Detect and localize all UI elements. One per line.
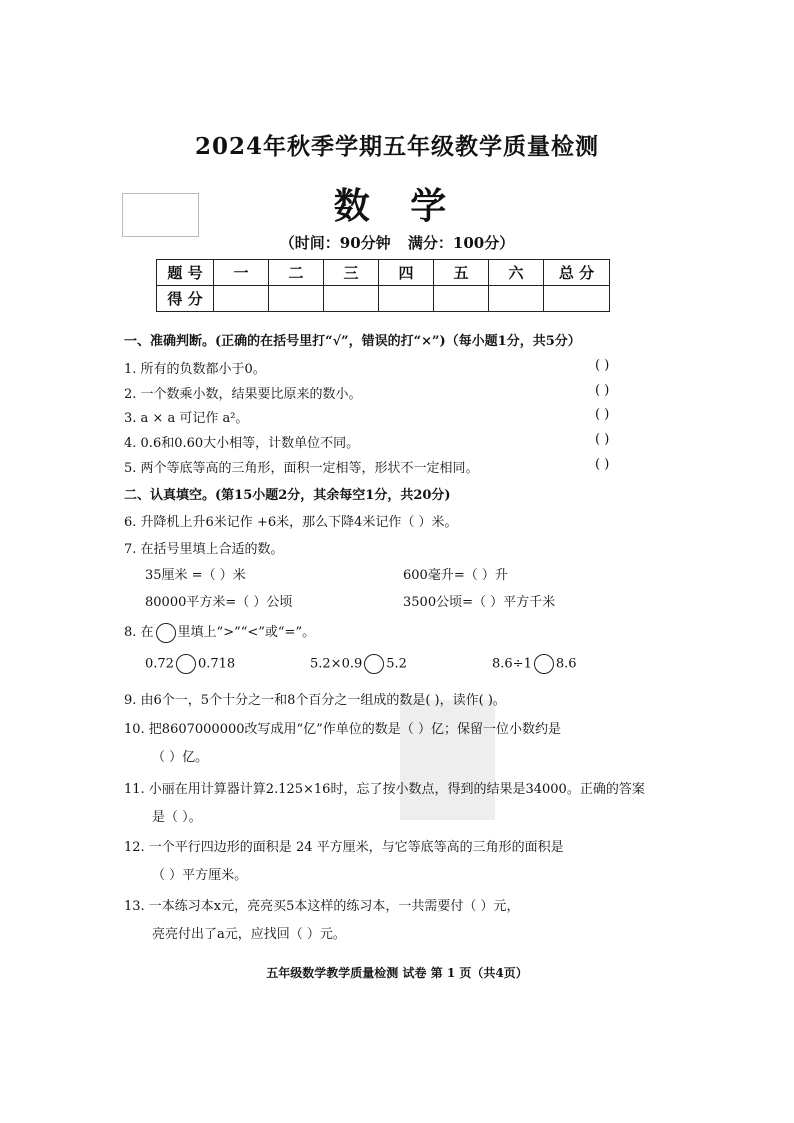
compare-b: [310, 654, 407, 674]
score-row-label: 得 分: [157, 286, 214, 312]
compare-circle-b[interactable]: [364, 654, 384, 674]
score-cell: 六: [489, 260, 544, 286]
compare-a-right: 0.718: [197, 656, 236, 672]
answer-paren-5[interactable]: ( ): [595, 457, 610, 472]
judge-item-4: 4. 0.6和0.60大小相等，计数单位不同。: [124, 436, 360, 451]
compare-b-left: 5.2×0.9: [310, 656, 363, 672]
compare-circle-a[interactable]: [176, 654, 196, 674]
exam-title: 2024年秋季学期五年级教学质量检测: [194, 133, 599, 160]
score-cell: 四: [379, 260, 434, 286]
question-7: 7. 在括号里填上合适的数。: [124, 542, 284, 557]
score-input-cell[interactable]: [489, 286, 544, 312]
score-cell: 题 号: [157, 260, 214, 286]
question-10-line2: （ ）亿。: [152, 750, 209, 765]
question-12-line1: 12. 一个平行四边形的面积是 24 平方厘米，与它等底等高的三角形的面积是: [124, 840, 564, 855]
score-input-cell[interactable]: [324, 286, 379, 312]
score-cell: 一: [214, 260, 269, 286]
score-cell: 五: [434, 260, 489, 286]
score-cell: 三: [324, 260, 379, 286]
answer-paren-1[interactable]: ( ): [595, 358, 610, 373]
score-table-score-row: [157, 286, 610, 312]
score-input-cell[interactable]: [379, 286, 434, 312]
question-7a: 35厘米 =（ ）米: [145, 568, 246, 583]
question-11-line2: 是（ ）。: [152, 810, 202, 825]
circle-icon: [156, 623, 176, 643]
question-7d: 3500公顷=（ ）平方千米: [403, 595, 556, 610]
time-label: （时间：90分钟: [279, 234, 391, 252]
judge-item-3: 3. a × a 可记作 a²。: [124, 411, 249, 426]
score-cell: 二: [269, 260, 324, 286]
question-7b: 600毫升=（ ）升: [403, 568, 508, 583]
question-11-line1: 11. 小丽在用计算器计算2.125×16时，忘了按小数点，得到的结果是34000。正确的答案: [124, 782, 645, 797]
question-10-line1: 10. 把8607000000改写成用“亿”作单位的数是（ ）亿；保留一位小数约是: [124, 722, 561, 737]
question-6: 6. 升降机上升6米记作 +6米，那么下降4米记作（ ）米。: [124, 515, 458, 530]
judge-item-2: 2. 一个数乘小数，结果要比原来的数小。: [124, 387, 362, 402]
answer-paren-2[interactable]: ( ): [595, 383, 610, 398]
compare-b-right: 5.2: [386, 656, 407, 672]
question-9: 9. 由6个一，5个十分之一和8个百分之一组成的数是( )，读作( )。: [124, 693, 506, 708]
question-12-line2: （ ）平方厘米。: [152, 868, 248, 883]
section2-heading: 二、认真填空。(第15小题2分，其余每空1分，共20分): [124, 488, 451, 503]
compare-a-left: 0.72: [145, 656, 174, 672]
section1-heading: 一、准确判断。(正确的在括号里打“√”，错误的打“×”)（每小题1分，共5分）: [124, 334, 581, 349]
time-score-info: [0, 232, 794, 253]
judge-item-5: 5. 两个等底等高的三角形，面积一定相等，形状不一定相同。: [124, 461, 479, 476]
score-table-header-row: [157, 260, 610, 286]
compare-c: [492, 654, 577, 674]
question-13-line2: 亮亮付出了a元，应找回（ ）元。: [152, 927, 346, 942]
score-input-cell[interactable]: [434, 286, 489, 312]
compare-c-right: 8.6: [555, 656, 577, 672]
compare-circle-c[interactable]: [534, 654, 554, 674]
question-8-prefix: 8. 在: [124, 625, 154, 640]
score-input-cell[interactable]: [544, 286, 610, 312]
score-input-cell[interactable]: [269, 286, 324, 312]
answer-paren-4[interactable]: ( ): [595, 432, 610, 447]
judge-item-1: 1. 所有的负数都小于0。: [124, 362, 266, 377]
score-input-cell[interactable]: [214, 286, 269, 312]
compare-a: [145, 654, 235, 674]
question-8: [124, 621, 315, 643]
subject-title: 数 学: [333, 185, 461, 227]
full-score-label: 满分：100分）: [407, 234, 515, 252]
score-table: [156, 259, 610, 312]
question-7c: 80000平方米=（ ）公顷: [145, 595, 293, 610]
question-8-suffix: 里填上“>”“<”或“=”。: [177, 625, 316, 640]
page-footer: 五年级数学教学质量检测 试卷 第 1 页（共4页）: [266, 966, 528, 980]
question-13-line1: 13. 一本练习本x元，亮亮买5本这样的练习本，一共需要付（ ）元，: [124, 899, 520, 914]
compare-c-left: 8.6÷1: [492, 656, 532, 672]
score-cell: 总 分: [544, 260, 610, 286]
answer-paren-3[interactable]: ( ): [595, 407, 610, 422]
